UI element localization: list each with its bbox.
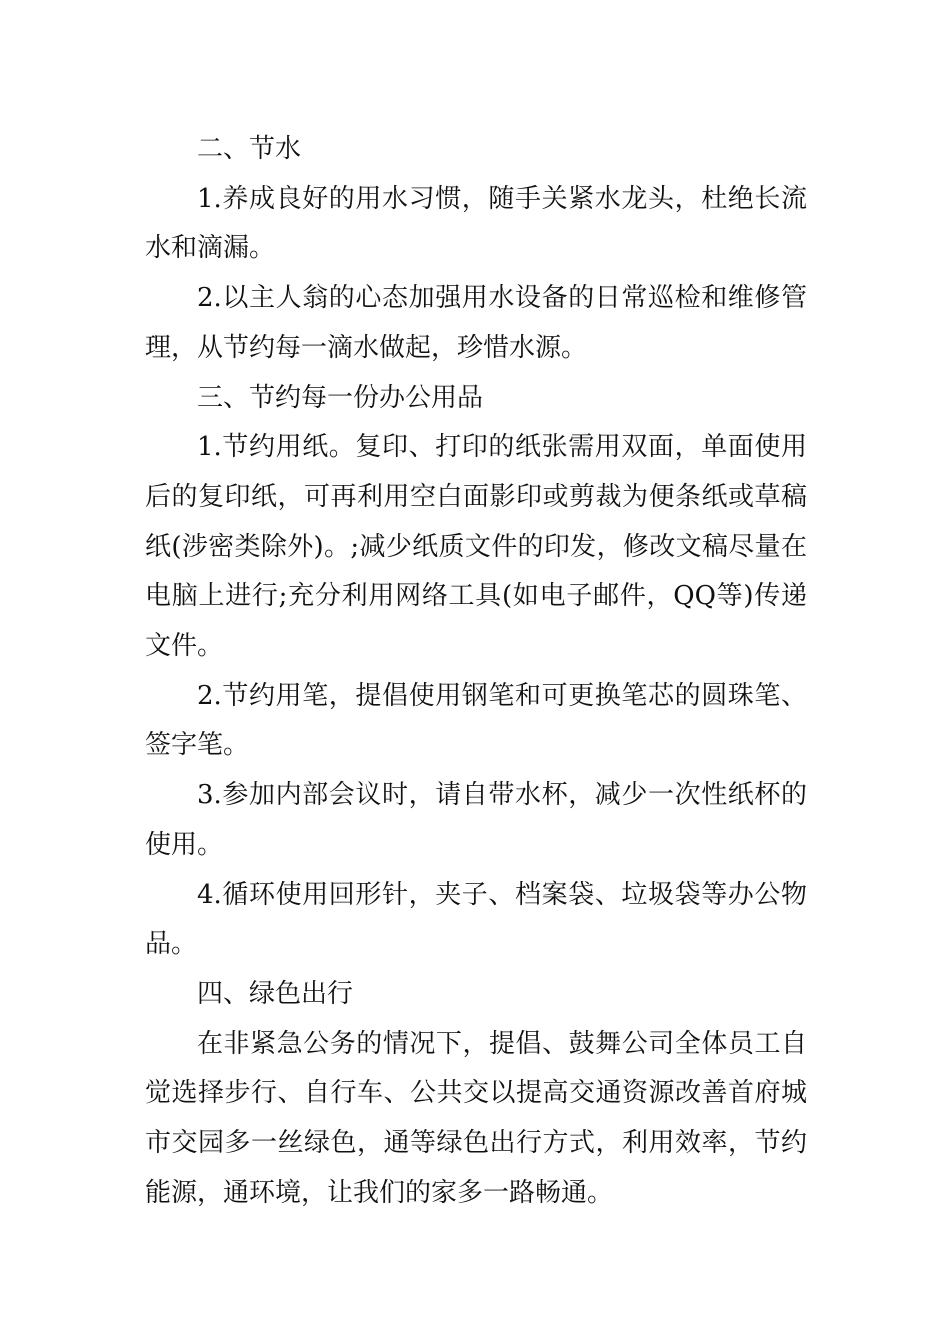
section-heading-office-supplies: 三、节约每一份办公用品: [197, 382, 484, 413]
document-body: [145, 125, 807, 1218]
supplies-item-4: 4.循环使用回形针，夹子、档案袋、垃圾袋等办公物品。: [145, 879, 807, 960]
section-heading-green-travel: 四、绿色出行: [197, 978, 354, 1009]
water-item-2: 2.以主人翁的心态加强用水设备的日常巡检和维修管理，从节约每一滴水做起，珍惜水源。: [145, 283, 807, 363]
section-heading-water-saving: 二、节水: [197, 134, 302, 164]
supplies-item-3: 3.参加内部会议时，请自带水杯，减少一次性纸杯的使用。: [145, 780, 807, 860]
green-travel-paragraph: 在非紧急公务的情况下，提倡、鼓舞公司全体员工自觉选择步行、自行车、公共交以提高交通资源改善首府城市交园多一丝绿色，通等绿色出行方式，利用效率，节约能源，通环境，让我们的家多一路畅通。: [145, 1028, 807, 1208]
supplies-item-2: 2.节约用笔，提倡使用钢笔和可更换笔芯的圆珠笔、签字笔。: [145, 680, 807, 761]
supplies-item-1: 1.节约用纸。复印、打印的纸张需用双面，单面使用后的复印纸，可再利用空白面影印或剪裁为便条纸或草稿纸(涉密类除外)。;减少纸质文件的印发，修改文稿尽量在电脑上进行;充分利用网络工具(如电子邮件，QQ等)传递文件。: [145, 432, 807, 662]
water-item-1: 1.养成良好的用水习惯，随手关紧水龙头，杜绝长流水和滴漏。: [145, 183, 807, 264]
